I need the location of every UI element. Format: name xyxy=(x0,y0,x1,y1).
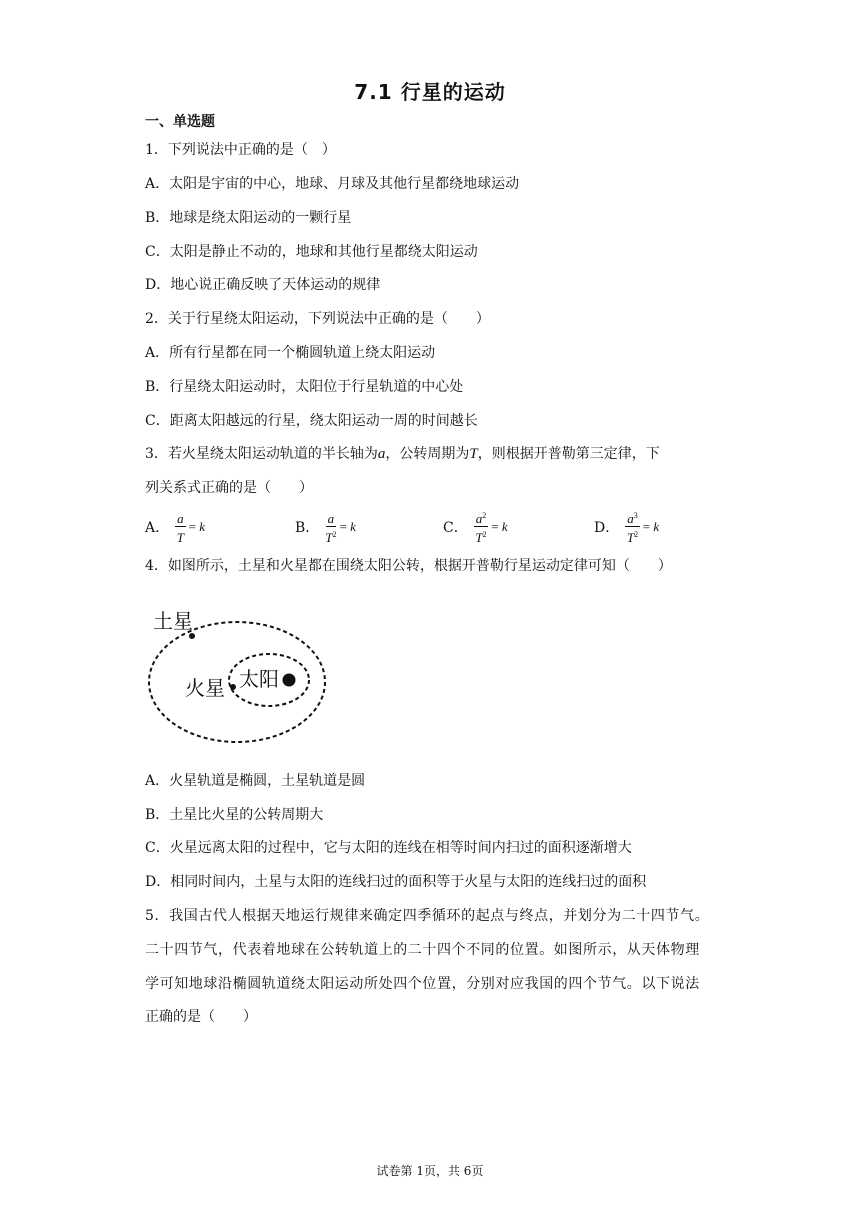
q3-option-c xyxy=(443,508,508,545)
q4-stem: 4．如图所示，土星和火星都在围绕太阳公转，根据开普勒行星运动定律可知（ ） xyxy=(145,558,672,574)
page-footer: 试卷第 1页，共 6页 xyxy=(376,1164,484,1178)
q2-stem: 2．关于行星绕太阳运动，下列说法中正确的是（ ） xyxy=(145,311,490,327)
denominator: $T^2$ xyxy=(475,530,487,545)
q2-option-b: B．行星绕太阳运动时，太阳位于行星轨道的中心处 xyxy=(145,379,464,395)
equals-k: = k xyxy=(188,518,205,534)
q3-option-label: D． xyxy=(594,519,620,536)
q1-stem: 1．下列说法中正确的是（ ） xyxy=(145,142,336,158)
saturn-orbit xyxy=(149,622,325,742)
q3-option-label: C． xyxy=(443,519,468,536)
q3-option-a xyxy=(145,508,205,545)
numerator: $a^3$ xyxy=(625,508,640,527)
q3-stem-part2: ，公转周期为 xyxy=(385,446,470,462)
fraction xyxy=(175,508,186,545)
mars-label: 火星 xyxy=(185,676,225,700)
numerator: a xyxy=(326,508,337,527)
denominator: $T^2$ xyxy=(325,530,337,545)
q5-line-4: 正确的是（ ） xyxy=(145,1009,257,1025)
denominator: T xyxy=(176,530,184,545)
orbit-figure xyxy=(145,600,345,750)
q1-option-a: A．太阳是宇宙的中心，地球、月球及其他行星都绕地球运动 xyxy=(145,176,520,192)
q4-option-c: C．火星远离太阳的过程中，它与太阳的连线在相等时间内扫过的面积逐渐增大 xyxy=(145,840,632,856)
sun-icon xyxy=(283,674,296,687)
saturn-point xyxy=(189,633,195,639)
section-heading: 一、单选题 xyxy=(145,114,215,130)
mars-point xyxy=(230,684,236,690)
sun-label: 太阳 xyxy=(239,667,279,691)
q2-option-a: A．所有行星都在同一个椭圆轨道上绕太阳运动 xyxy=(145,345,436,361)
q3-var-a: a xyxy=(377,446,386,462)
q3-option-label: A． xyxy=(145,519,170,536)
q4-option-b: B．土星比火星的公转周期大 xyxy=(145,807,324,823)
fraction xyxy=(625,508,640,545)
q3-stem-line2: 列关系式正确的是（ ） xyxy=(145,480,313,496)
q3-option-label: B． xyxy=(295,519,320,536)
numerator: $a^2$ xyxy=(474,508,489,527)
q3-option-d xyxy=(594,508,659,545)
page-title: 7.1 行星的运动 xyxy=(354,80,506,104)
q1-option-d: D．地心说正确反映了天体运动的规律 xyxy=(145,277,381,293)
q3-option-b xyxy=(295,508,356,545)
q4-option-a: A．火星轨道是椭圆，土星轨道是圆 xyxy=(145,773,366,789)
q1-option-b: B．地球是绕太阳运动的一颗行星 xyxy=(145,210,352,226)
q3-stem-part1: 3．若火星绕太阳运动轨道的半长轴为 xyxy=(145,446,378,462)
q2-option-c: C．距离太阳越远的行星，绕太阳运动一周的时间越长 xyxy=(145,413,478,429)
q5-line-3: 学可知地球沿椭圆轨道绕太阳运动所处四个位置，分别对应我国的四个节气。以下说法 xyxy=(145,976,700,992)
q3-stem xyxy=(145,444,660,464)
fraction xyxy=(474,508,489,545)
q3-stem-part3: ，则根据开普勒第三定律，下 xyxy=(477,446,660,462)
q5-line-2: 二十四节气，代表着地球在公转轨道上的二十四个不同的位置。如图所示，从天体物理 xyxy=(145,942,700,958)
equals-k: = k xyxy=(491,518,508,534)
fraction xyxy=(325,508,336,545)
denominator: $T^2$ xyxy=(626,530,639,545)
equals-k: = k xyxy=(339,518,356,534)
numerator: a xyxy=(175,508,186,527)
saturn-label: 土星 xyxy=(153,609,193,633)
q1-option-c: C．太阳是静止不动的，地球和其他行星都绕太阳运动 xyxy=(145,244,478,260)
q3-var-t: T xyxy=(469,446,478,462)
q4-option-d: D．相同时间内，土星与太阳的连线扫过的面积等于火星与太阳的连线扫过的面积 xyxy=(145,874,647,890)
q5-line-1: 5．我国古代人根据天地运行规律来确定四季循环的起点与终点，并划分为二十四节气。 xyxy=(145,908,710,924)
equals-k: = k xyxy=(642,518,660,534)
